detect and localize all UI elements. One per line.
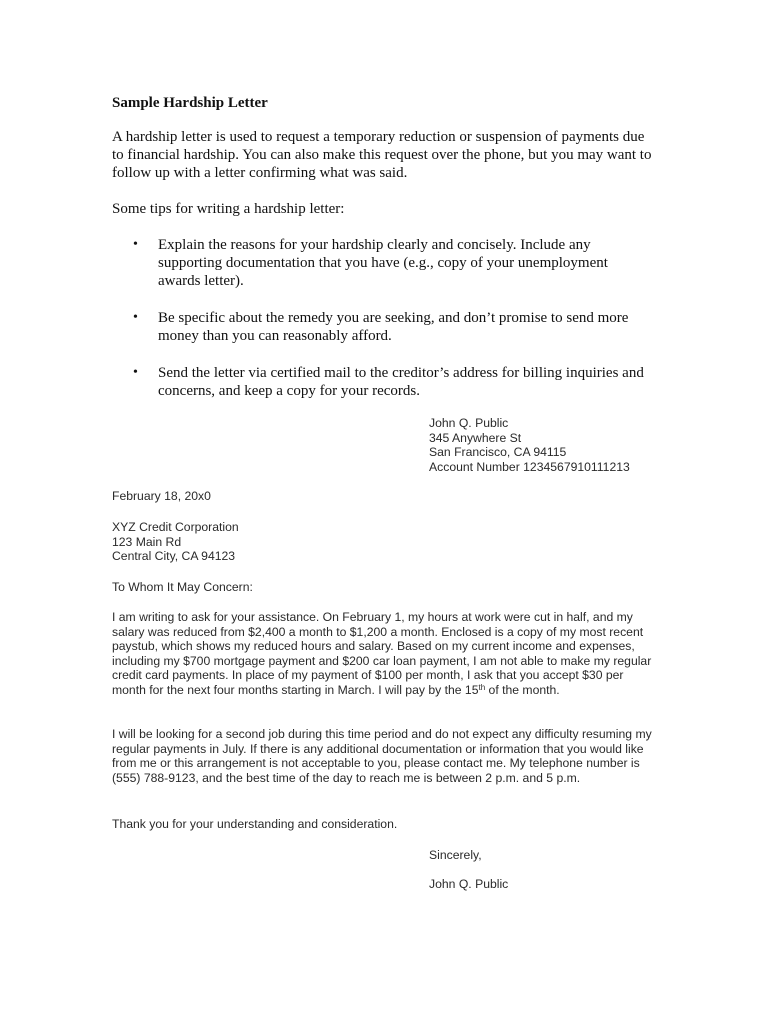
bullet-icon: • <box>133 237 138 252</box>
account-number: Account Number 1234567910111213 <box>429 459 630 474</box>
tip-text: Explain the reasons for your hardship clearly and concisely. Include any supporting documentation that you have (e.g., copy of your unemployment awards letter). <box>158 237 608 289</box>
sender-city: San Francisco, CA 94115 <box>429 445 567 460</box>
paragraph-1-text: I am writing to ask for your assistance. On February 1, my hours at work were cut in half, and my salary was reduced from $2,400 a month to $1,200 a month. Enclosed is a copy of my most recent paystub, which shows my reduced hours and salary. Based on my current income and expenses, including my $700 mortgage payment and $200 car loan payment, I am not able to make my regular credit card payments. In place of my payment of $100 per month, I ask that you accept $30 per month for the next four months starting in March. I will pay by the 15 <box>112 610 652 697</box>
sender-street: 345 Anywhere St <box>429 430 522 445</box>
tip-text: Send the letter via certified mail to the creditor’s address for billing inquiries and concerns, and keep a copy for your records. <box>158 365 644 399</box>
bullet-icon: • <box>133 310 138 325</box>
sender-name: John Q. Public <box>429 416 509 430</box>
letter-paragraph-2: I will be looking for a second job during this time period and do not expect any difficulty resuming my regular payments in July. If there is any additional documentation or information that you would like from me or this arrangement is not acceptable to you, please contact me. My telephone number is (555) 788-9123, and the best time of the day to reach me is between 2 p.m. and 5 p.m. <box>112 727 652 785</box>
letter-paragraph-3: Thank you for your understanding and consideration. <box>112 817 398 831</box>
tips-list <box>112 236 652 419</box>
intro-paragraph: A hardship letter is used to request a temporary reduction or suspension of payments due to financial hardship. You can also make this request over the phone, but you may want to follow up with a letter confirming what was said. <box>112 129 652 181</box>
tips-heading: Some tips for writing a hardship letter: <box>112 201 345 217</box>
document-title: Sample Hardship Letter <box>112 95 268 111</box>
letter-paragraph-1 <box>112 610 657 698</box>
bullet-icon: • <box>133 365 138 380</box>
signature-name: John Q. Public <box>429 877 509 891</box>
tip-text: Be specific about the remedy you are seeking, and don’t promise to send more money than you can reasonably afford. <box>158 310 629 344</box>
recipient-address <box>112 520 412 564</box>
ordinal-suffix: th <box>478 682 486 692</box>
tip-item <box>112 309 652 345</box>
tip-item <box>112 236 652 290</box>
sender-address <box>429 416 729 474</box>
recipient-company: XYZ Credit Corporation <box>112 520 239 534</box>
closing: Sincerely, <box>429 848 482 862</box>
salutation: To Whom It May Concern: <box>112 580 253 594</box>
recipient-street: 123 Main Rd <box>112 534 182 549</box>
paragraph-1-end: of the month. <box>485 682 560 697</box>
recipient-city: Central City, CA 94123 <box>112 549 236 564</box>
letter-date: February 18, 20x0 <box>112 489 211 503</box>
tip-item <box>112 364 652 400</box>
